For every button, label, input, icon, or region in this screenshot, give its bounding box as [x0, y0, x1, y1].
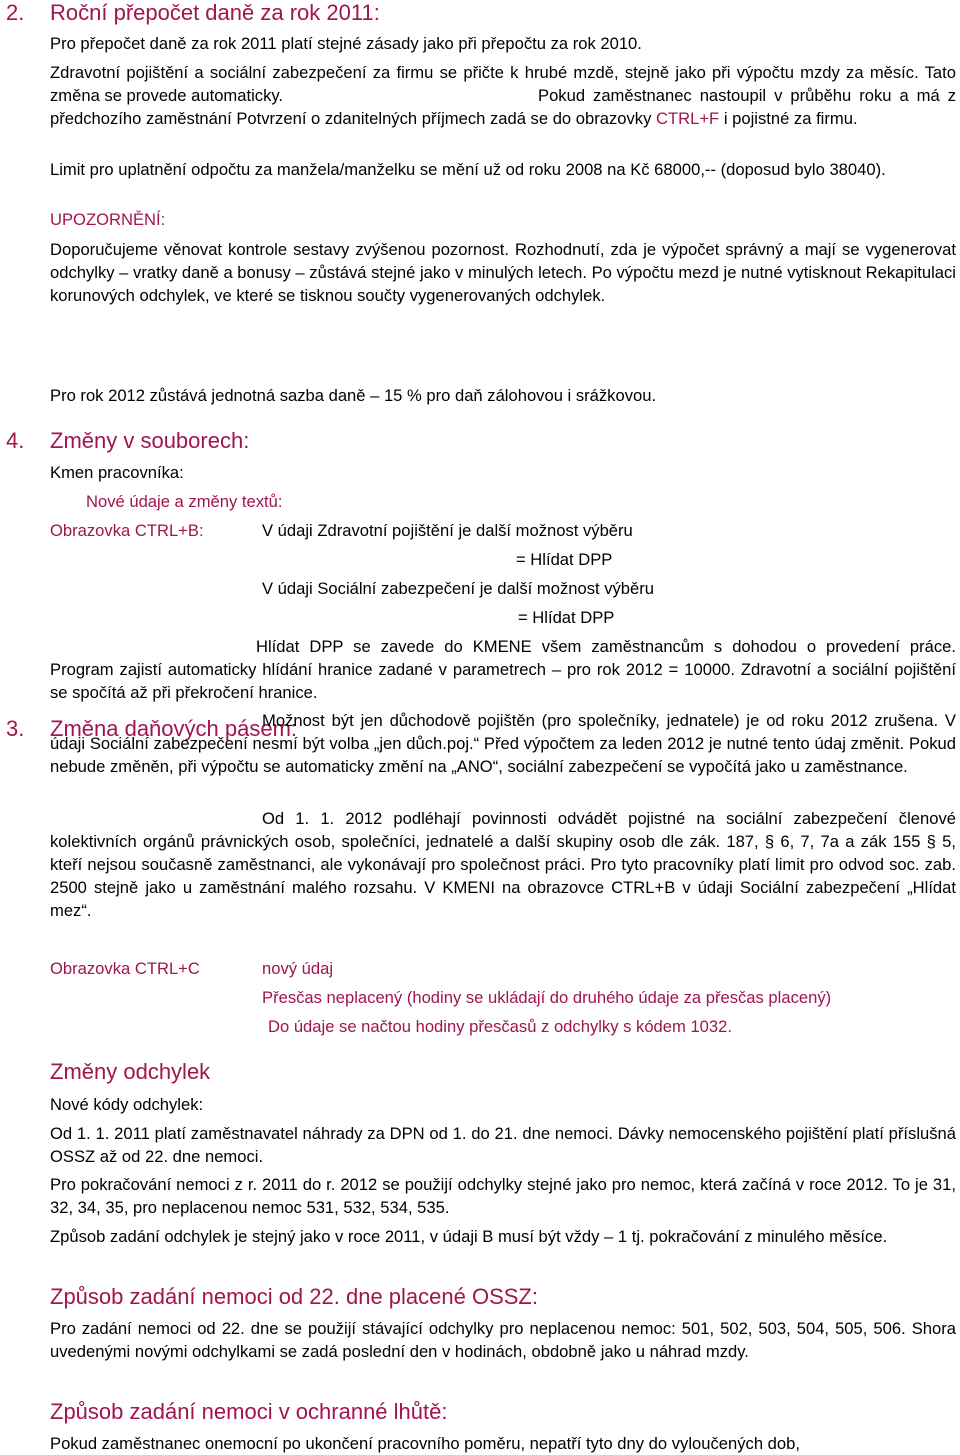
s2-paragraph-1: Pro přepočet daně za rok 2011 platí stejné zásady jako při přepočtu za rok 2010. [50, 34, 642, 53]
ctrl-f-key: CTRL+F [656, 109, 720, 128]
section-2-heading [6, 0, 380, 26]
ossz-heading: Způsob zadání nemoci od 22. dne placené OSSZ: [50, 1284, 538, 1309]
s2-paragraph-3 [50, 84, 956, 130]
odchylky-paragraph-1: Od 1. 1. 2011 platí zaměstnavatel náhrady za DPN od 1. do 21. dne nemoci. Dávky nemocenského pojištění platí příslušná OSSZ až od 22. dne nemoci. [50, 1124, 956, 1166]
section-3-number: 3. [6, 716, 25, 741]
new-codes-label: Nové kódy odchylek: [50, 1095, 204, 1114]
odchylky-heading: Změny odchylek [50, 1059, 211, 1084]
zp-option-value: = Hlídat DPP [516, 550, 613, 569]
odchylky-paragraph-3: Způsob zadání odchylek je stejný jako v roce 2011, v údaji B musí být vždy – 1 tj. pokračování z minulého měsíce. [50, 1227, 888, 1246]
ctrl-c-overtime: Přesčas neplacený (hodiny se ukládají do druhého údaje za přesčas placený) [262, 988, 832, 1007]
section-4-number: 4. [6, 428, 25, 453]
odchylky-paragraph-2: Pro pokračování nemoci z r. 2011 do r. 2012 se použijí odchylky stejné jako pro nemoc, která začíná v roce 2012. To je 31, 32, 34, 35, pro neplacenou nemoc 531, 532, 534, 535. [50, 1175, 956, 1217]
ctrl-c-new-field: nový údaj [262, 959, 334, 978]
s2-paragraph-4: Limit pro uplatnění odpočtu za manžela/manželku se mění už od roku 2008 na Kč 68000,-- (doposud bylo 38040). [50, 160, 886, 179]
od-2012-paragraph: Od 1. 1. 2012 podléhají povinnosti odvádět pojistné na sociální zabezpečení členové kolektivních orgánů právnických osob, společníci, jednatelé a další skupiny osob dle zák. 187, § 6, 7, 7a a zák 155 § 5, kteří nejsou současně zaměstnanci, ale vykonávají pro společnost práci. Pro tyto pracovníky platí limit pro odvod soc. zab. 2500 stejně jako u zaměstnání malého rozsahu. V KMENI na obrazovce CTRL+B v údaji Sociální zabezpečení „Hlídat mez“. [50, 809, 956, 920]
section-4-title: Změny v souborech: [50, 428, 250, 453]
section-4-heading [6, 428, 249, 454]
new-data-label: Nové údaje a změny textů: [86, 492, 283, 511]
warning-label: UPOZORNĚNÍ: [50, 210, 166, 229]
s2-warning-paragraph: Doporučujeme věnovat kontrole sestavy zvýšenou pozornost. Rozhodnutí, zda je výpočet správný a mají se vygenerovat odchylky – vratky daně a bonusy – zůstává stejné jako v minulých letech. Po výpočtu mezd je nutné vytisknout Rekapitulaci korunových odchylek, ve které se tisknou součty vygenerovaných odchylek. [50, 240, 956, 305]
duchod-paragraph: Možnost být jen důchodově pojištěn (pro společníky, jednatele) je od roku 2012 zrušena. V údaji Sociální zabezpečení nesmí být volba „jen důch.poj.“ Před výpočtem za leden 2012 je nutné tento údaj změnit. Pokud nebude změněn, při výpočtu se automaticky změní na „ANO“, sociální zabezpečení se vypočítá jako u zaměstnance. [50, 711, 956, 776]
ctrl-b-label: Obrazovka CTRL+B: [50, 521, 204, 540]
ossz-paragraph: Pro zadání nemoci od 22. dne se použijí stávající odchylky pro neplacenou nemoc: 501, 502, 503, 504, 505, 506. Shora uvedenými novými odchylkami se zadá poslední den v hodinách, obdobně jako u náhrad mzdy. [50, 1319, 956, 1361]
s2-paragraph-3-text-a: Pokud zaměstnanec nastoupil v průběhu roku a má z předchozího zaměstnání Potvrzení o zdanitelných příjmech zadá se do obrazovky [50, 86, 956, 128]
section-2-title: Roční přepočet daně za rok 2011: [50, 0, 380, 25]
sz-option-line: V údaji Sociální zabezpečení je další možnost výběru [262, 579, 655, 598]
ctrl-c-label: Obrazovka CTRL+C [50, 959, 200, 978]
section-3-title: Změna daňových pásem: [50, 716, 298, 741]
dpp-paragraph: Hlídat DPP se zavede do KMENE všem zaměstnancům s dohodou o provedení práce. Program zajistí automaticky hlídání hranice zadané v parametrech – pro rok 2012 = 10000. Zdravotní a sociální pojištění se spočítá až při překročení hranice. [50, 637, 956, 702]
ochranna-lhuta-heading: Způsob zadání nemoci v ochranné lhůtě: [50, 1399, 448, 1424]
zp-option-line: V údaji Zdravotní pojištění je další možnost výběru [262, 521, 633, 540]
s2-paragraph-3-text-b: i pojistné za firmu. [723, 109, 858, 128]
ochranna-lhuta-paragraph: Pokud zaměstnanec onemocní po ukončení pracovního poměru, nepatří tyto dny do vyloučených dob, [50, 1434, 800, 1453]
s3-paragraph-1: Pro rok 2012 zůstává jednotná sazba daně – 15 % pro daň zálohovou i srážkovou. [50, 386, 657, 405]
s2-paragraph-2: Zdravotní pojištění a sociální zabezpečení za firmu se přičte k hrubé mzdě, stejně jako při výpočtu mzdy za měsíc. Tato změna se provede automaticky. [50, 63, 956, 105]
kmen-label: Kmen pracovníka: [50, 463, 184, 482]
section-2-number: 2. [6, 0, 25, 25]
ctrl-c-load-note: Do údaje se načtou hodiny přesčasů z odchylky s kódem 1032. [268, 1017, 732, 1036]
sz-option-value: = Hlídat DPP [518, 608, 615, 627]
